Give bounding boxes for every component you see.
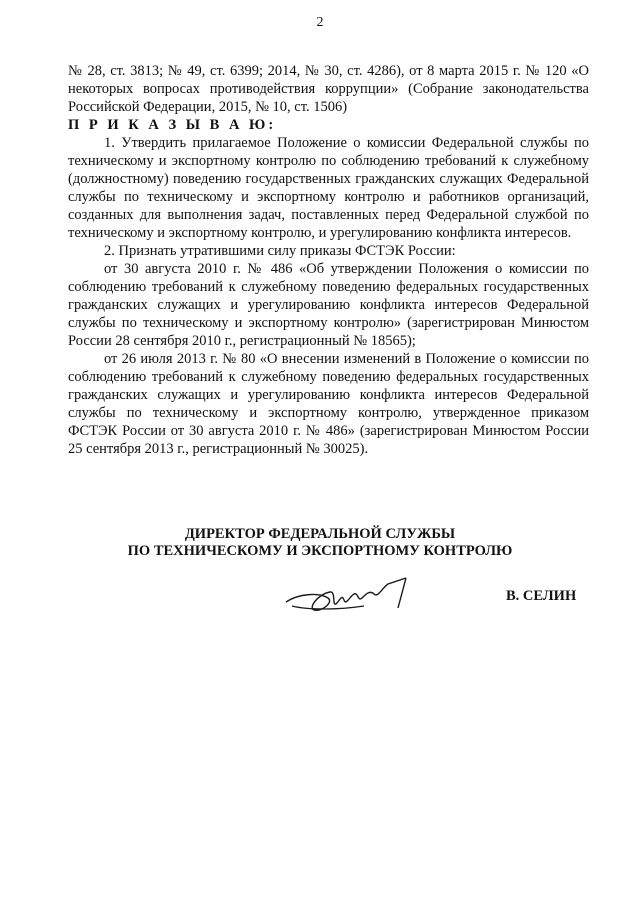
page-number: 2 xyxy=(316,15,324,30)
signatory-title xyxy=(0,526,640,560)
item-2-order-80: от 26 июля 2013 г. № 80 «О внесении изменений в Положение о комиссии по соблюдению требований к служебному поведению федеральных государственных гражданских служащих и урегулированию конфликта интересов Федеральной службы по техническому и экспортному контролю, утвержденное приказом ФСТЭК России от 30 августа 2010 г. № 486» (зарегистрирован Минюстом России 25 сентября 2013 г., регистрационный № 30025). xyxy=(68,351,589,457)
signatory-title-line-2: ПО ТЕХНИЧЕСКОМУ И ЭКСПОРТНОМУ КОНТРОЛЮ xyxy=(127,543,513,559)
handwritten-signature xyxy=(278,570,428,630)
item-1: 1. Утвердить прилагаемое Положение о комиссии Федеральной службы по техническому и экспортному контролю по соблюдению требований к служебному (должностному) поведению государственных гражданских служащих Федеральной службы по техническому и экспортному контролю и работников организаций, созданных для выполнения задач, поставленных перед Федеральной службой по техническому и экспортному контролю, и урегулированию конфликта интересов. xyxy=(68,135,589,241)
item-2: 2. Признать утратившими силу приказы ФСТЭК России: xyxy=(104,243,456,259)
intro-paragraph: № 28, ст. 3813; № 49, ст. 6399; 2014, № 30, ст. 4286), от 8 марта 2015 г. № 120 «О некоторых вопросах противодействия коррупции» (Собрание законодательства Российской Федерации, 2015, № 10, ст. 1506) xyxy=(68,63,589,115)
signatory-name: В. СЕЛИН xyxy=(506,588,577,604)
signatory-title-line-1: ДИРЕКТОР ФЕДЕРАЛЬНОЙ СЛУЖБЫ xyxy=(184,526,456,542)
item-2-order-486: от 30 августа 2010 г. № 486 «Об утверждении Положения о комиссии по соблюдению требований к служебному поведению федеральных государственных гражданских служащих и урегулированию конфликта интересов Федеральной службы по техническому и экспортному контролю» (зарегистрирован Минюстом России 28 сентября 2010 г., регистрационный № 18565); xyxy=(68,261,589,349)
order-heading: П Р И К А З Ы В А Ю: xyxy=(68,117,277,133)
document-body xyxy=(68,62,589,458)
